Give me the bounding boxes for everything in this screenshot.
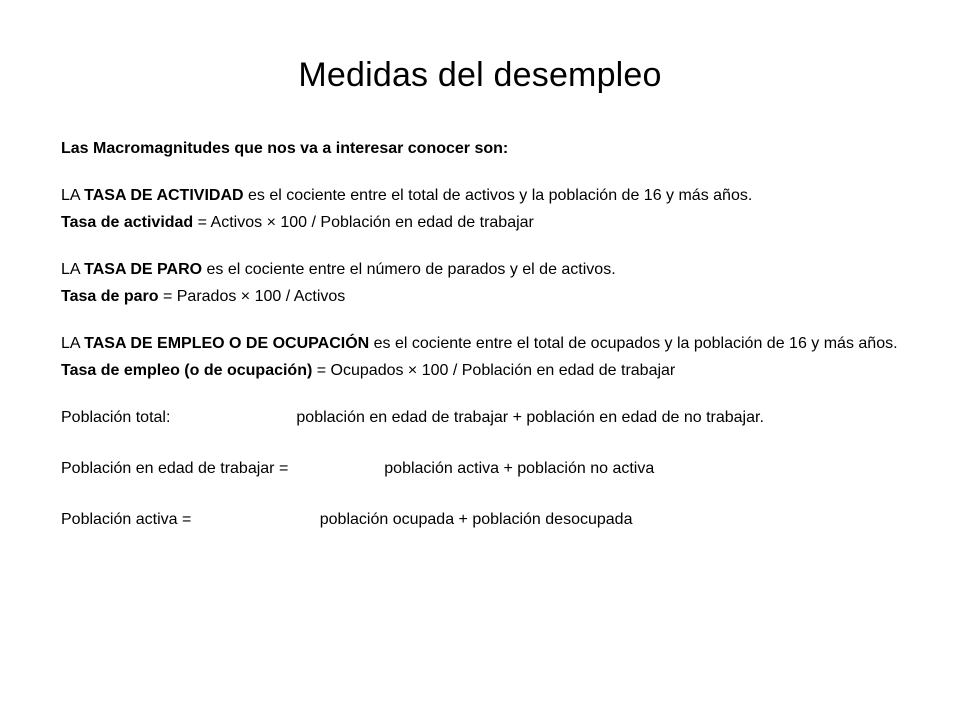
prefix-text: LA bbox=[61, 187, 85, 204]
prefix-text: LA bbox=[61, 335, 85, 352]
poblacion-activa-label: Población activa = bbox=[61, 511, 192, 528]
poblacion-activa-value: población ocupada + población desocupada bbox=[315, 511, 633, 528]
tasa-paro-formula bbox=[61, 286, 911, 307]
tasa-actividad-formula bbox=[61, 212, 911, 233]
tasa-paro-term: TASA DE PARO bbox=[84, 261, 203, 278]
slide-body bbox=[61, 138, 911, 530]
poblacion-edad-value: población activa + población no activa bbox=[384, 460, 655, 477]
poblacion-edad-line bbox=[61, 458, 911, 479]
poblacion-total-value: población en edad de trabajar + población en edad de no trabajar. bbox=[296, 409, 764, 426]
intro-text: Las Macromagnitudes que nos va a interesar conocer son: bbox=[61, 140, 509, 157]
tasa-empleo-term: TASA DE EMPLEO O DE OCUPACIÓN bbox=[84, 335, 370, 352]
poblacion-total-line bbox=[61, 407, 911, 428]
poblacion-edad-label: Población en edad de trabajar = bbox=[61, 460, 289, 477]
formula-text: = Activos × 100 / Población en edad de trabajar bbox=[193, 214, 534, 231]
tasa-empleo-definition bbox=[61, 333, 911, 354]
tasa-paro-definition bbox=[61, 259, 911, 280]
tasa-actividad-definition bbox=[61, 185, 911, 206]
formula-text: = Ocupados × 100 / Población en edad de trabajar bbox=[312, 362, 676, 379]
tasa-actividad-term: TASA DE ACTIVIDAD bbox=[84, 187, 244, 204]
poblacion-activa-line bbox=[61, 509, 911, 530]
poblacion-total-label: Población total: bbox=[61, 409, 171, 426]
formula-text: = Parados × 100 / Activos bbox=[158, 288, 346, 305]
definition-text: es el cociente entre el total de ocupados y la población de 16 y más años. bbox=[369, 335, 898, 352]
formula-label: Tasa de actividad bbox=[61, 214, 194, 231]
formula-label: Tasa de paro bbox=[61, 288, 159, 305]
formula-label: Tasa de empleo (o de ocupación) bbox=[61, 362, 313, 379]
slide-title: Medidas del desempleo bbox=[298, 56, 662, 94]
definition-text: es el cociente entre el número de parados y el de activos. bbox=[202, 261, 616, 278]
definition-text: es el cociente entre el total de activos y la población de 16 y más años. bbox=[243, 187, 753, 204]
tasa-empleo-formula bbox=[61, 360, 911, 381]
prefix-text: LA bbox=[61, 261, 85, 278]
